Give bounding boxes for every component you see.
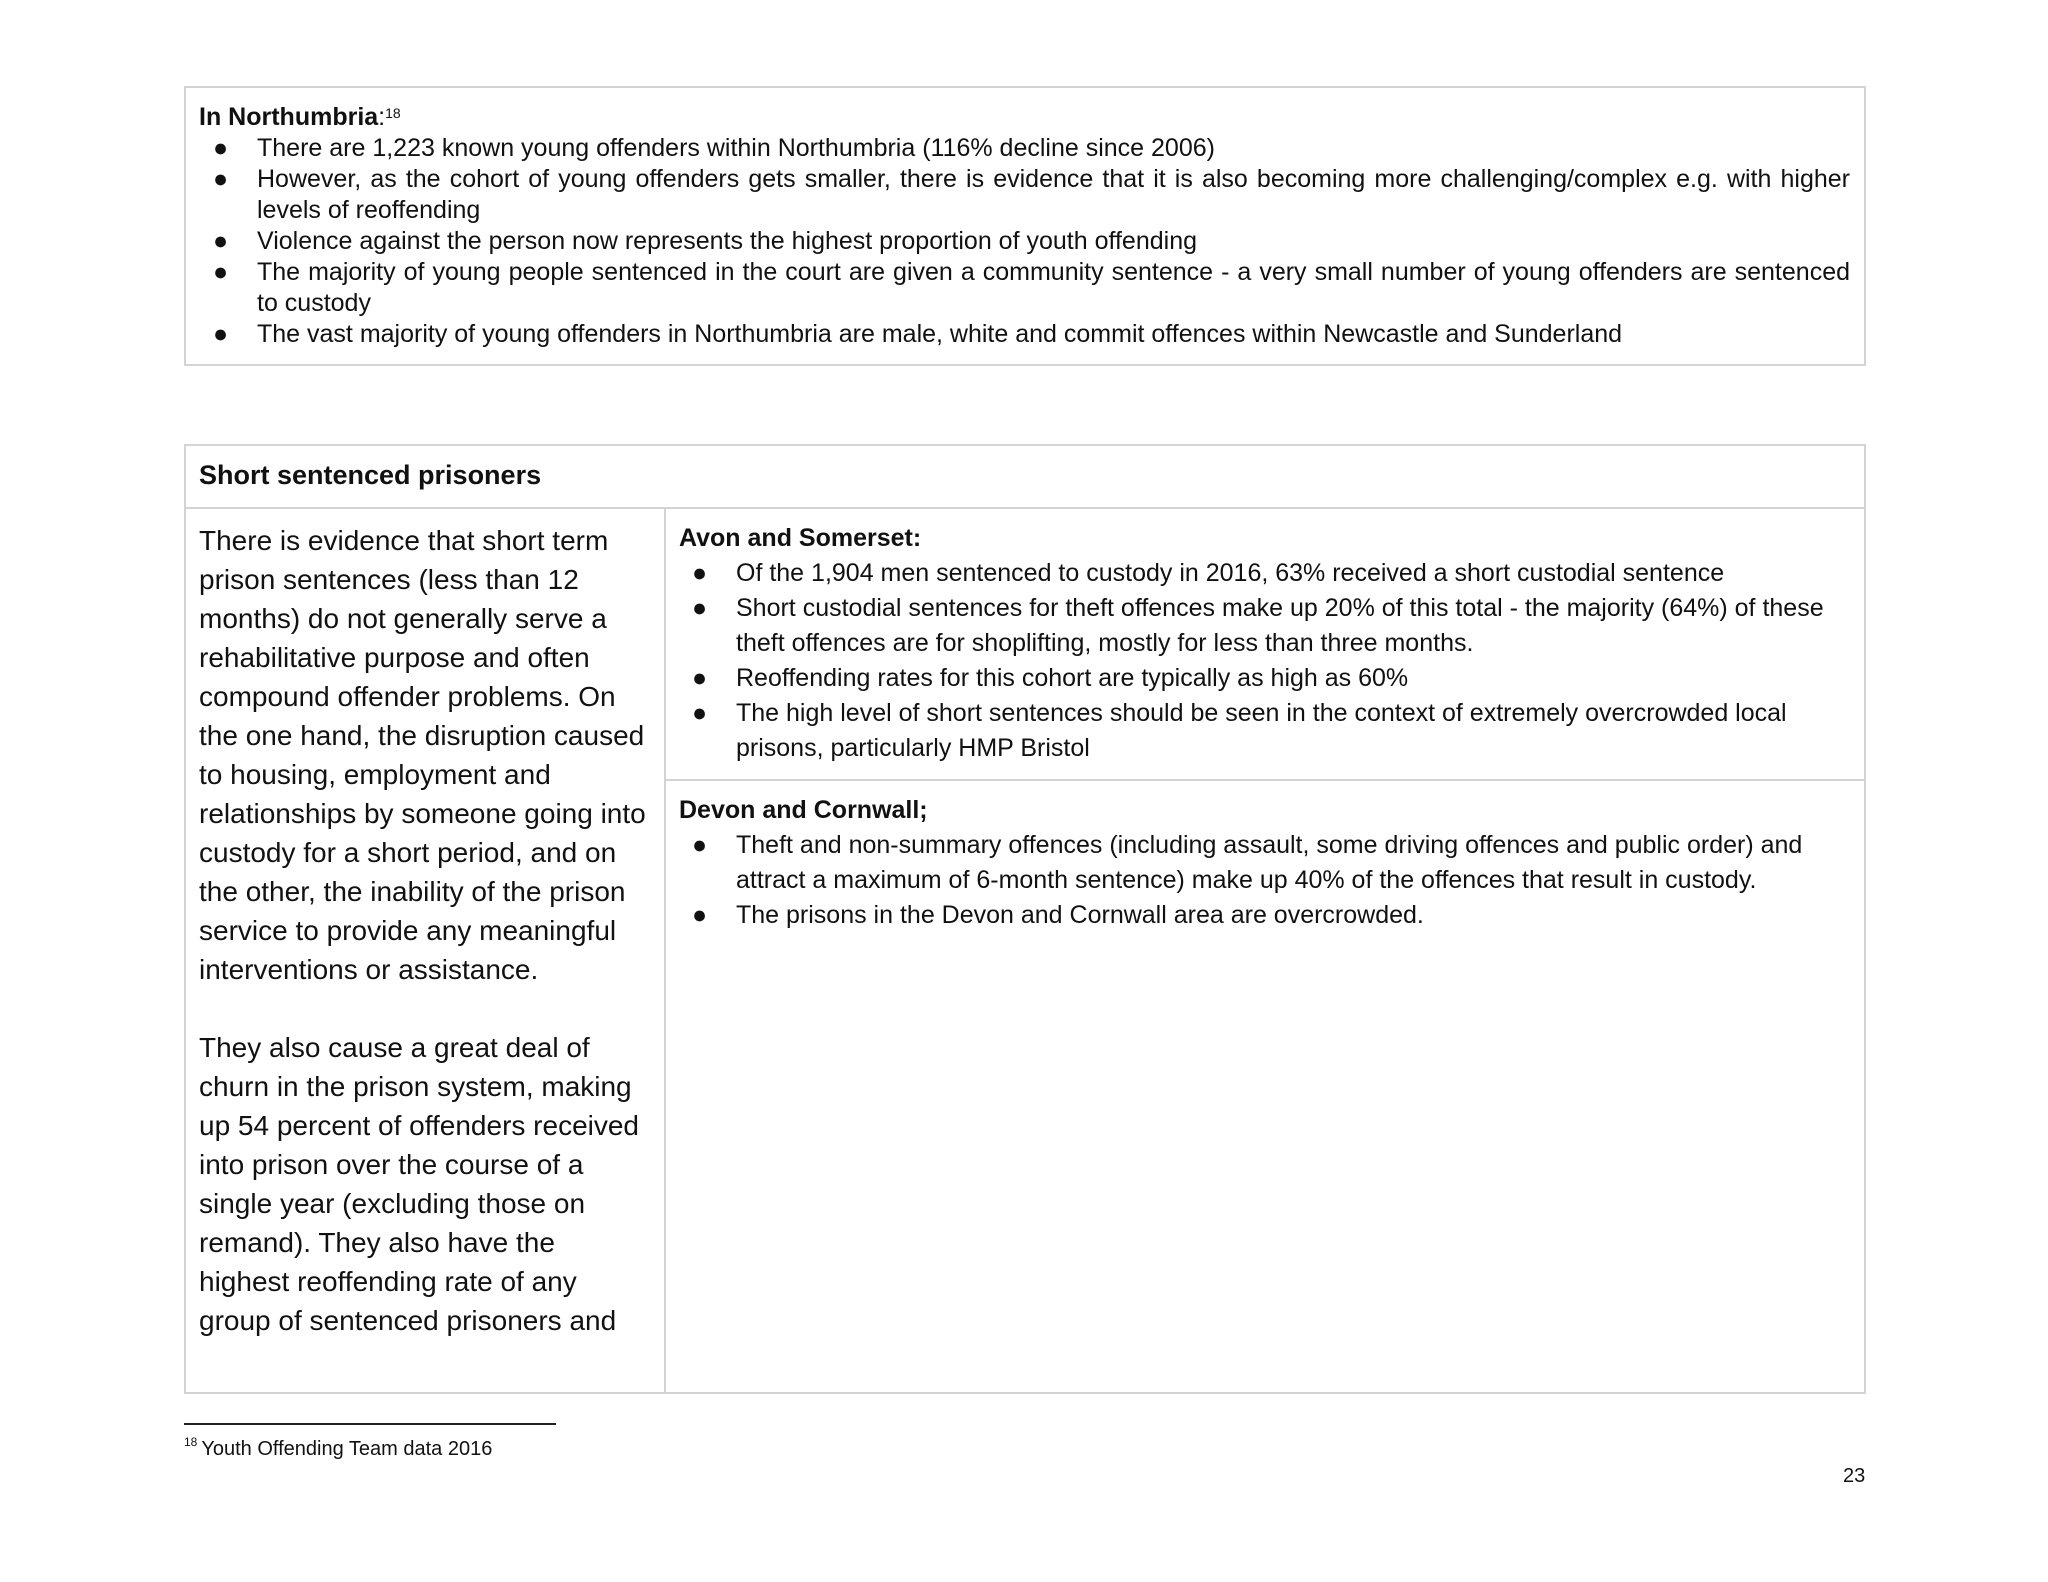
short-sentenced-table [184,444,1866,1394]
evidence-column [186,509,666,1392]
list-item: ● Theft and non-summary offences (including assault, some driving offences and public order) and attract a maximum of 6-month sentence) make up 40% of the offences that result in custody. [679,828,1850,898]
northumbria-section [184,86,1866,366]
footnote-number: 18 [184,1435,198,1449]
page-number: 23 [1843,1465,1866,1487]
footnote-ref[interactable]: 18 [385,105,401,121]
bullet-icon: ● [692,594,708,622]
northumbria-heading: In Northumbria [199,103,379,131]
evidence-paragraph: There is evidence that short term prison sentences (less than 12 months) do not generally serve a rehabilitative purpose and often compound offender problems. On the one hand, the disruption caused to housing, employment and relationships by someone going into custody for a short period, and on the other, the inability of the prison service to provide any meaningful interventions or assistance. [199,525,646,985]
list-item: ● There are 1,223 known young offenders within Northumbria (116% decline since 2006) [213,134,1215,162]
northumbria-bullet-list [199,133,1850,350]
bullet-icon: ● [692,901,708,929]
devon-bullet-list [679,828,1850,933]
bullet-icon: ● [692,699,708,727]
list-item: ● The majority of young people sentenced in the court are given a community sentence - a very small number of young offenders are sentenced to custody [213,258,1850,317]
heading-colon: : [378,103,386,131]
list-item: ● Violence against the person now represents the highest proportion of youth offending [213,227,1198,255]
bullet-icon: ● [692,559,708,587]
devon-heading: Devon and Cornwall; [679,796,928,824]
regions-column [666,509,1864,1392]
avon-somerset-cell [666,509,1864,781]
list-item: ● The prisons in the Devon and Cornwall area are overcrowded. [679,898,1850,933]
list-item: ● Short custodial sentences for theft offences make up 20% of this total - the majority (64%) of these theft offences are for shoplifting, mostly for less than three months. [679,591,1850,661]
list-item: ● Of the 1,904 men sentenced to custody in 2016, 63% received a short custodial sentence [679,556,1850,591]
bullet-icon: ● [692,831,708,859]
bullet-icon: ● [213,227,229,255]
bullet-icon: ● [213,258,229,286]
northumbria-heading-line [199,102,1850,133]
avon-bullet-list [679,556,1850,766]
footnote-text: Youth Offending Team data 2016 [201,1438,493,1460]
table-title: Short sentenced prisoners [186,446,1864,509]
list-item: ● However, as the cohort of young offenders gets smaller, there is evidence that it is also becoming more challenging/complex e.g. with higher levels of reoffending [213,165,1850,224]
list-item: ● Reoffending rates for this cohort are typically as high as 60% [679,661,1850,696]
bullet-icon: ● [213,165,229,193]
list-item: ● The high level of short sentences should be seen in the context of extremely overcrowded local prisons, particularly HMP Bristol [679,696,1850,766]
bullet-icon: ● [692,664,708,692]
footnote [184,1435,493,1461]
bullet-icon: ● [213,320,229,348]
bullet-icon: ● [213,134,229,162]
avon-heading: Avon and Somerset: [679,524,922,552]
devon-cornwall-cell [666,781,1864,933]
evidence-paragraph: They also cause a great deal of churn in the prison system, making up 54 percent of offenders received into prison over the course of a single year (excluding those on remand). They also have the highest reoffending rate of any group of sentenced prisoners and [199,1032,640,1336]
footnote-divider [184,1423,556,1425]
list-item: ● The vast majority of young offenders in Northumbria are male, white and commit offences within Newcastle and Sunderland [213,320,1623,348]
